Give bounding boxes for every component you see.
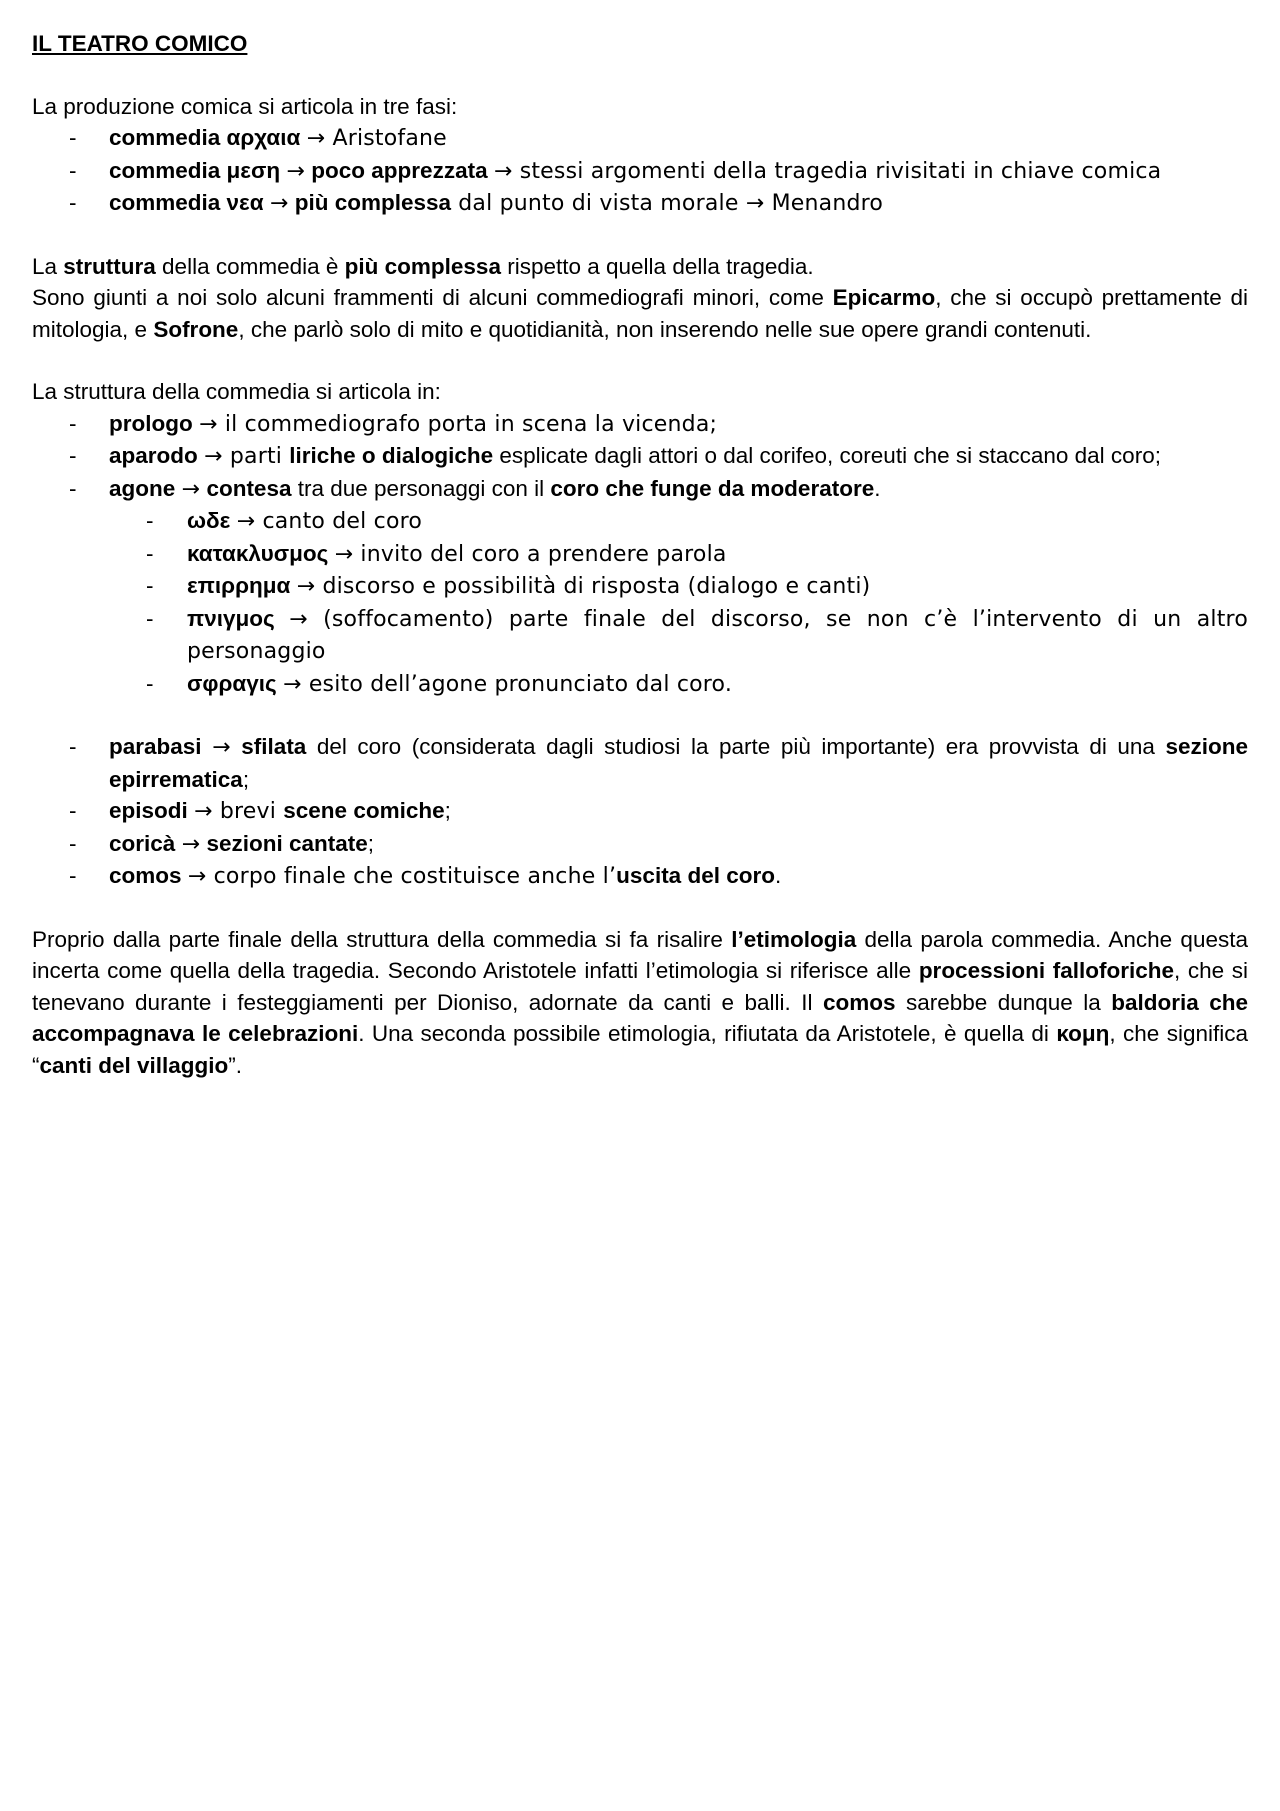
text-span: La	[32, 253, 64, 279]
text-span: rispetto a quella della tragedia.	[500, 253, 814, 279]
list-item	[32, 187, 1248, 220]
bold-span: sezione epirrematica	[109, 734, 1248, 792]
list-item	[32, 668, 1248, 701]
arrow-icon: →	[296, 574, 316, 599]
sub-desc: discorso e possibilità di risposta (dialogo e canti)	[315, 574, 871, 599]
parte-term: coricà	[109, 830, 176, 856]
dash-bullet: -	[69, 157, 77, 183]
list-item	[32, 505, 1248, 538]
fase-term: commedia αρχαια	[109, 125, 301, 150]
dash-bullet: -	[146, 605, 154, 631]
list-item	[32, 122, 1248, 155]
list-item	[32, 408, 1248, 441]
arrow-icon: →	[199, 411, 218, 437]
list-item	[32, 795, 1248, 828]
text-span: corpo finale che costituisce anche l’	[206, 864, 617, 889]
document-page	[32, 28, 1248, 1081]
arrow-icon: →	[289, 606, 308, 632]
fase-mid: più complessa	[294, 190, 452, 215]
bold-span: comos	[822, 989, 896, 1015]
greek-term: ωδε	[187, 508, 231, 533]
bold-span: sezioni cantate	[206, 830, 368, 856]
dash-bullet: -	[69, 830, 77, 856]
dash-bullet: -	[69, 410, 77, 436]
parte-term: comos	[109, 863, 182, 888]
arrow-icon: →	[187, 864, 207, 889]
dash-bullet: -	[69, 443, 77, 468]
dash-bullet: -	[69, 190, 77, 215]
bold-span: baldoria che accompagnava le celebrazioni	[32, 989, 1248, 1046]
bold-span: struttura	[63, 253, 156, 279]
text-span: ;	[444, 798, 451, 823]
text-span: Proprio dalla parte finale della struttura della commedia si fa risalire	[32, 926, 732, 952]
fase-mid: poco apprezzata	[311, 157, 488, 183]
text-span: , che parlò solo di mito e quotidianità, non inserendo nelle sue opere grandi contenuti.	[238, 316, 1092, 342]
list-item	[32, 538, 1248, 571]
dash-bullet: -	[69, 475, 77, 501]
struttura-intro: La struttura della commedia si articola in:	[32, 379, 441, 404]
fase-term: commedia νεα	[109, 190, 264, 215]
fase-desc: dal punto di vista morale → Menandro	[451, 191, 884, 216]
text-span: , che si tenevano durante i festeggiamenti per Dioniso, adornate da canti e balli. Il	[32, 958, 1248, 1015]
arrow-icon: →	[334, 541, 354, 567]
arrow-icon: →	[286, 158, 306, 184]
list-item	[32, 828, 1248, 861]
parte-term: agone	[109, 475, 176, 501]
text-span: , che significa “	[32, 1021, 1249, 1078]
bold-span: Epicarmo	[832, 285, 936, 310]
sub-desc: canto del coro	[255, 509, 423, 534]
bold-span: κομη	[1056, 1021, 1110, 1046]
fasi-list	[32, 122, 1248, 220]
parti-list	[32, 408, 1248, 701]
bold-span: più complessa	[344, 253, 501, 279]
bold-span: processioni falloforiche	[918, 958, 1174, 983]
text-span: .	[774, 863, 782, 888]
intro-paragraph: La produzione comica si articola in tre fasi:	[32, 93, 458, 119]
bold-span: coro che funge da moderatore	[550, 475, 875, 501]
text-span: sarebbe dunque la	[895, 989, 1112, 1015]
parte-term: episodi	[109, 798, 188, 823]
text-span: esplicate dagli attori o dal corifeo, coreuti che si staccano dal coro;	[493, 443, 1161, 468]
arrow-icon: →	[493, 158, 513, 184]
dash-bullet: -	[69, 798, 77, 823]
list-item	[32, 570, 1248, 603]
greek-term: κατακλυσμος	[187, 540, 329, 566]
bold-span: liriche o dialogiche	[289, 443, 494, 468]
dash-bullet: -	[146, 670, 154, 696]
list-item	[32, 440, 1248, 473]
text-span: tra due personaggi con il	[291, 475, 551, 501]
parti2-list	[32, 731, 1248, 893]
arrow-icon: →	[282, 671, 302, 697]
etimologia-paragraph	[32, 924, 1248, 1082]
bold-span: scene comiche	[283, 798, 445, 823]
struttura-paragraph	[32, 251, 1248, 283]
text-span: brevi	[212, 799, 284, 824]
agone-sublist	[32, 505, 1248, 700]
text-span: della commedia è	[155, 253, 345, 279]
text-span: ”.	[228, 1052, 243, 1078]
fase-term: commedia μεση	[109, 157, 281, 183]
dash-bullet: -	[146, 508, 154, 533]
bold-span: uscita del coro	[616, 863, 775, 888]
arrow-icon: →	[212, 735, 231, 760]
greek-term: επιρρημα	[187, 573, 291, 598]
text-span: Sono giunti a noi solo alcuni frammenti di alcuni commediografi minori, come	[32, 285, 833, 310]
text-span: parti	[222, 444, 290, 469]
list-item	[32, 473, 1248, 701]
list-item	[32, 731, 1248, 795]
bold-span: l’etimologia	[731, 926, 857, 952]
text-span: ;	[242, 766, 250, 792]
bold-span: contesa	[206, 475, 292, 501]
sub-desc: esito dell’agone pronunciato dal coro.	[301, 671, 733, 697]
arrow-icon: →	[236, 509, 256, 534]
frammenti-paragraph	[32, 282, 1248, 345]
dash-bullet: -	[146, 573, 154, 598]
list-item	[32, 860, 1248, 893]
greek-term: σφραγις	[187, 670, 277, 696]
sub-desc: invito del coro a prendere parola	[353, 541, 727, 567]
list-item	[32, 155, 1248, 188]
fase-desc: Aristofane	[325, 126, 447, 151]
arrow-icon: →	[204, 444, 223, 469]
sub-desc: (soffocamento) parte finale del discorso, se non c’è l’intervento di un altro personaggio	[187, 606, 1248, 664]
arrow-icon: →	[181, 476, 201, 502]
arrow-icon: →	[181, 831, 201, 857]
dash-bullet: -	[146, 540, 154, 566]
text-span: del coro (considerata dagli studiosi la parte più importante) era provvista di una	[306, 734, 1166, 759]
bold-span: canti del villaggio	[39, 1052, 229, 1078]
dash-bullet: -	[69, 863, 77, 888]
dash-bullet: -	[69, 734, 77, 759]
text-span: .	[874, 475, 881, 501]
arrow-icon: →	[306, 126, 326, 151]
text-span: . Una seconda possibile etimologia, rifiutata da Aristotele, è quella di	[358, 1021, 1057, 1046]
arrow-icon: →	[194, 799, 213, 824]
parte-term: prologo	[109, 410, 193, 436]
page-title: IL TEATRO COMICO	[32, 31, 248, 56]
dash-bullet: -	[69, 125, 77, 150]
parte-desc: il commediografo porta in scena la vicenda;	[217, 411, 718, 437]
fase-desc: stessi argomenti della tragedia rivisitati in chiave comica	[512, 158, 1162, 184]
parte-term: parabasi	[109, 734, 202, 759]
text-span: , che si occupò prettamente di mitologia, e	[32, 285, 1248, 342]
text-span: della parola commedia. Anche questa incerta come quella della tragedia. Secondo Aristotele infatti l’etimologia si riferisce alle	[32, 926, 1248, 983]
arrow-icon: →	[269, 191, 289, 216]
bold-span: sfilata	[241, 734, 307, 759]
greek-term: πνιγμος	[187, 605, 275, 631]
list-item	[32, 603, 1248, 668]
text-span: ;	[367, 830, 375, 856]
parte-term: aparodo	[109, 443, 198, 468]
bold-span: Sofrone	[153, 316, 239, 342]
